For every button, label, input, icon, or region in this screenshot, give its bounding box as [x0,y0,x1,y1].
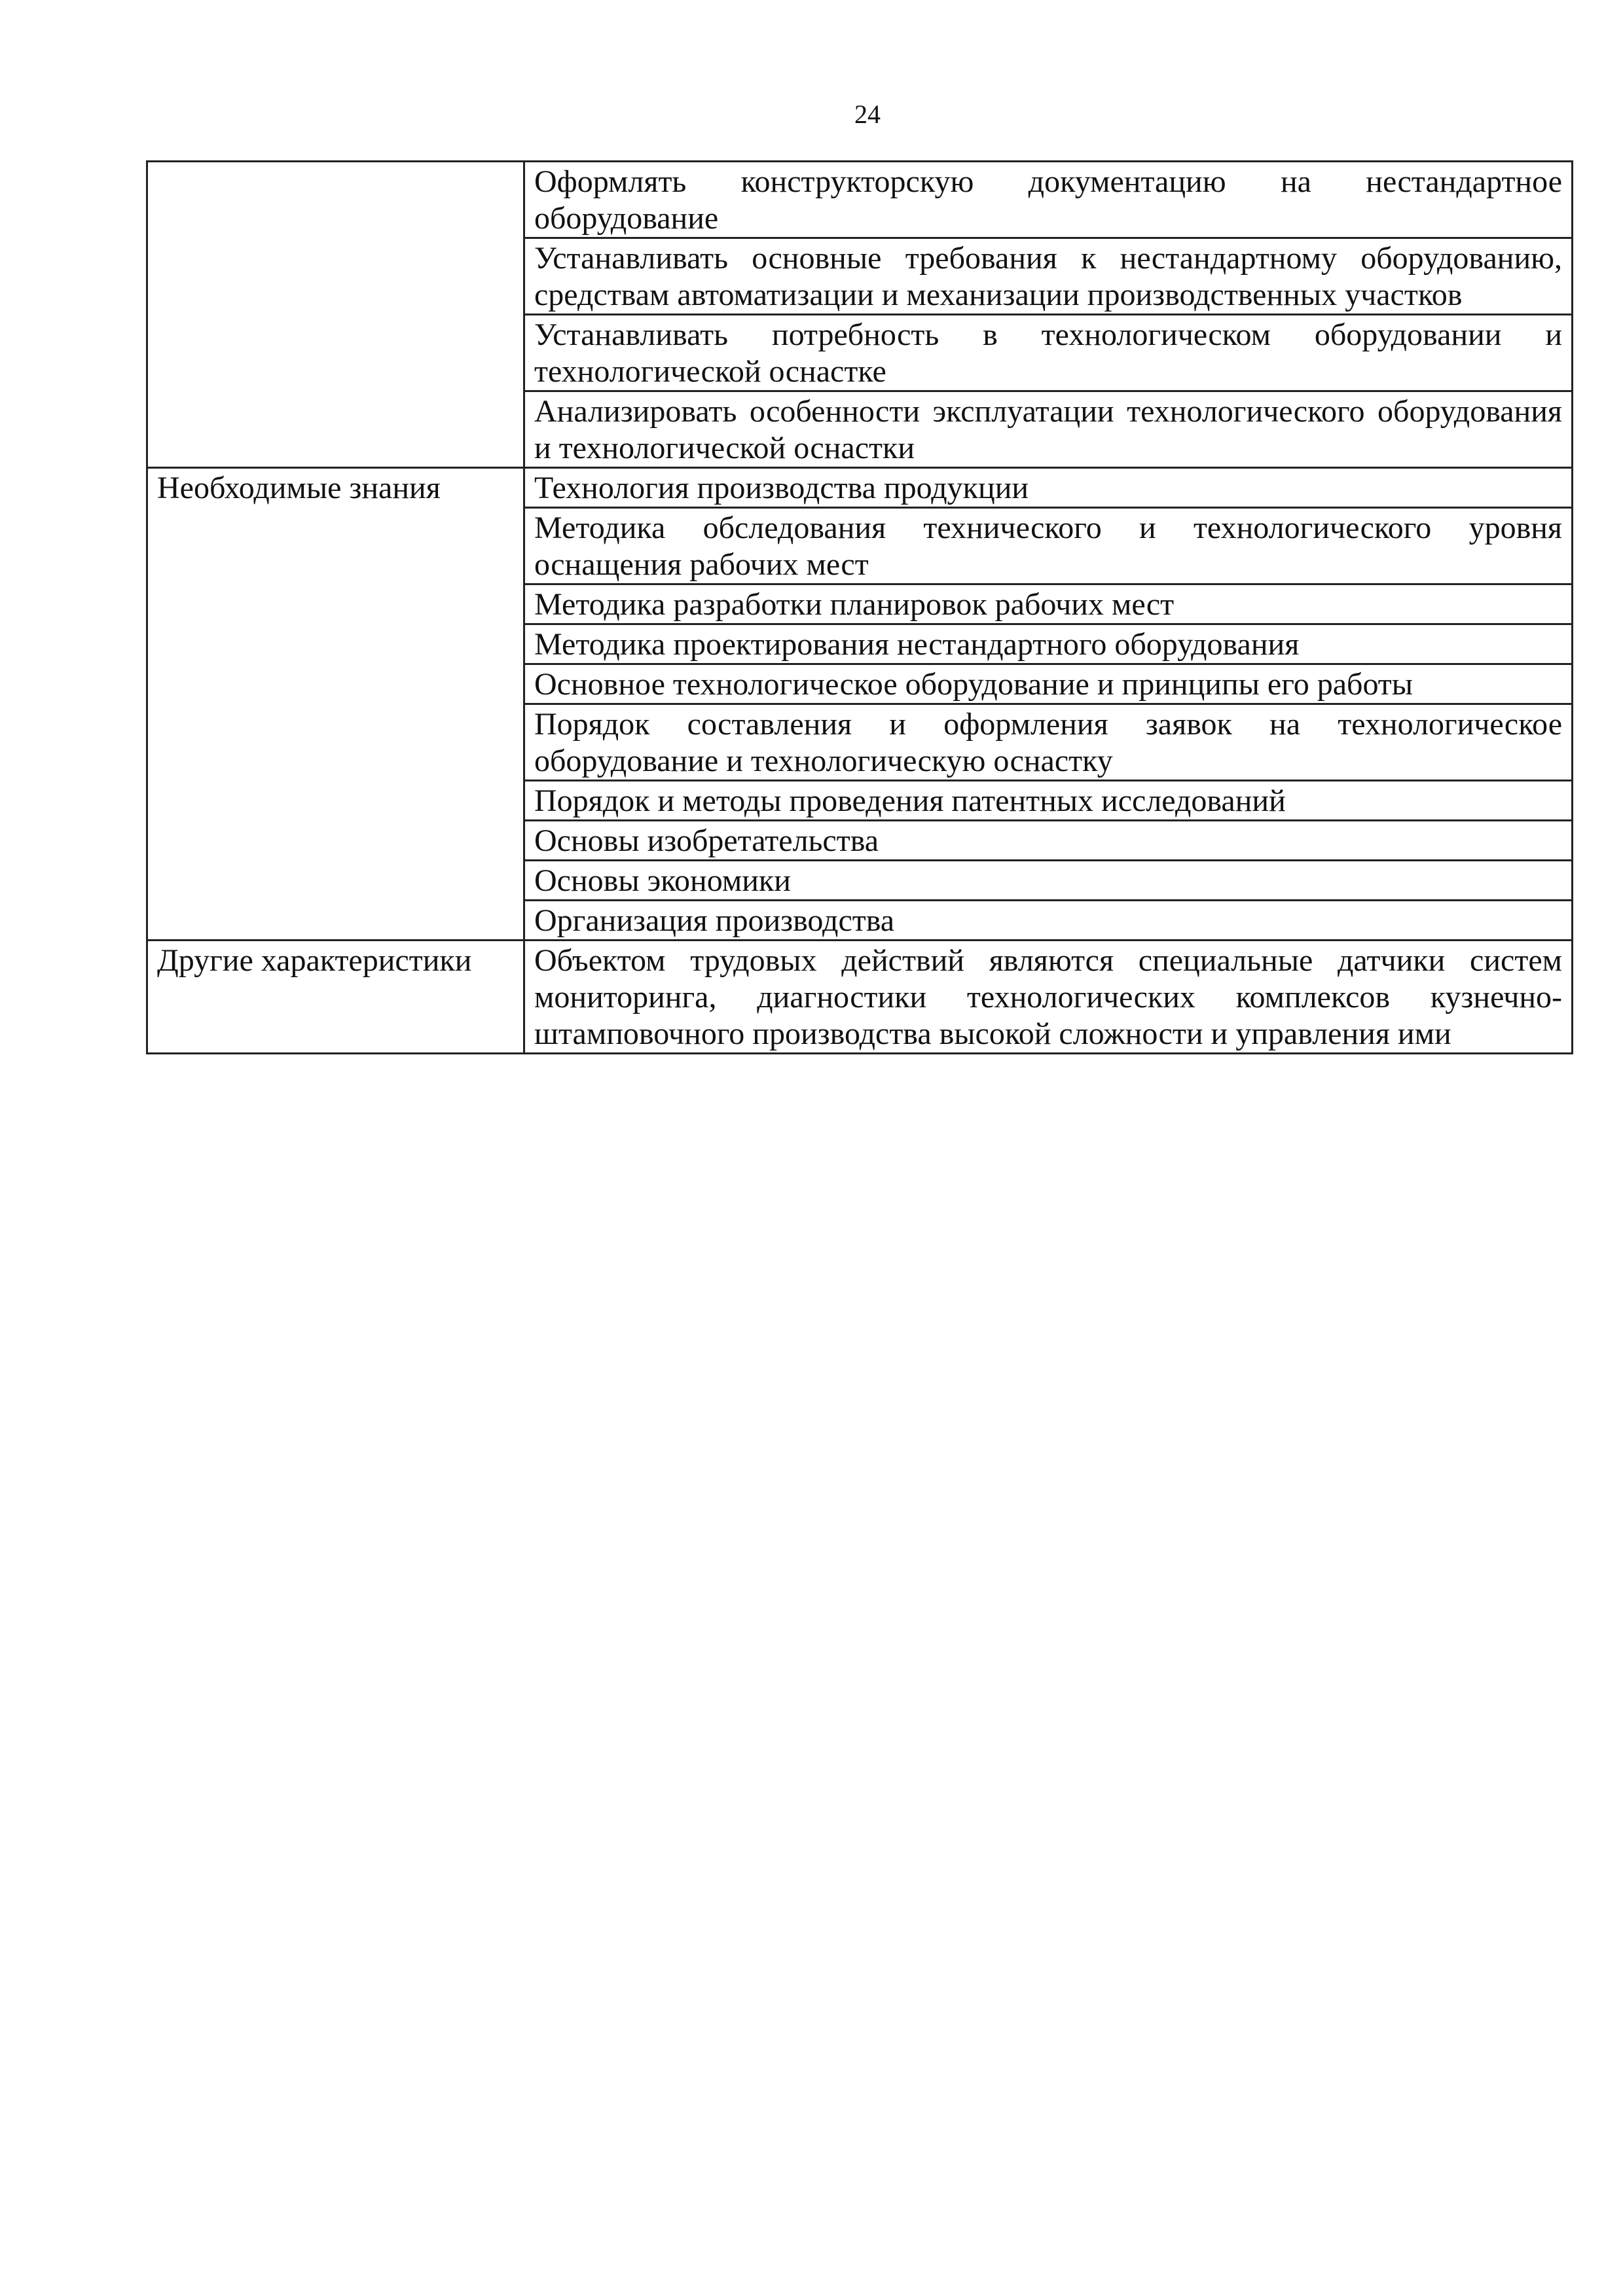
table-cell: Методика проектирования нестандартного оборудования [524,624,1573,664]
table-row [147,162,1573,238]
table-row [147,941,1573,1054]
table-cell: Методика обследования технического и технологического уровня оснащения рабочих мест [524,508,1573,584]
requirements-table [146,160,1573,1054]
table-cell: Оформлять конструкторскую документацию на нестандартное оборудование [524,162,1573,238]
table-cell: Организация производства [524,901,1573,941]
table-cell: Объектом трудовых действий являются специальные датчики систем мониторинга, диагностики технологических комплексов кузнечно-штамповочного производства высокой сложности и управления ими [524,941,1573,1054]
table-cell: Порядок составления и оформления заявок на технологическое оборудование и технологическую оснастку [524,704,1573,781]
table-cell: Анализировать особенности эксплуатации технологического оборудования и технологической оснастки [524,391,1573,468]
table-cell: Технология производства продукции [524,468,1573,508]
table-cell: Устанавливать основные требования к нестандартному оборудованию, средствам автоматизации и механизации производственных участков [524,238,1573,315]
table-cell: Порядок и методы проведения патентных исследований [524,781,1573,821]
table-cell: Основное технологическое оборудование и принципы его работы [524,664,1573,704]
section-label-other-characteristics: Другие характеристики [147,941,524,1054]
table-cell: Основы экономики [524,861,1573,901]
table-cell: Основы изобретательства [524,821,1573,861]
section-label-required-knowledge: Необходимые знания [147,468,524,941]
table-cell: Методика разработки планировок рабочих мест [524,584,1573,624]
page-number: 24 [854,99,881,129]
section-label-skills-continued [147,162,524,468]
table-cell: Устанавливать потребность в технологическом оборудовании и технологической оснастке [524,315,1573,391]
table-row [147,468,1573,508]
